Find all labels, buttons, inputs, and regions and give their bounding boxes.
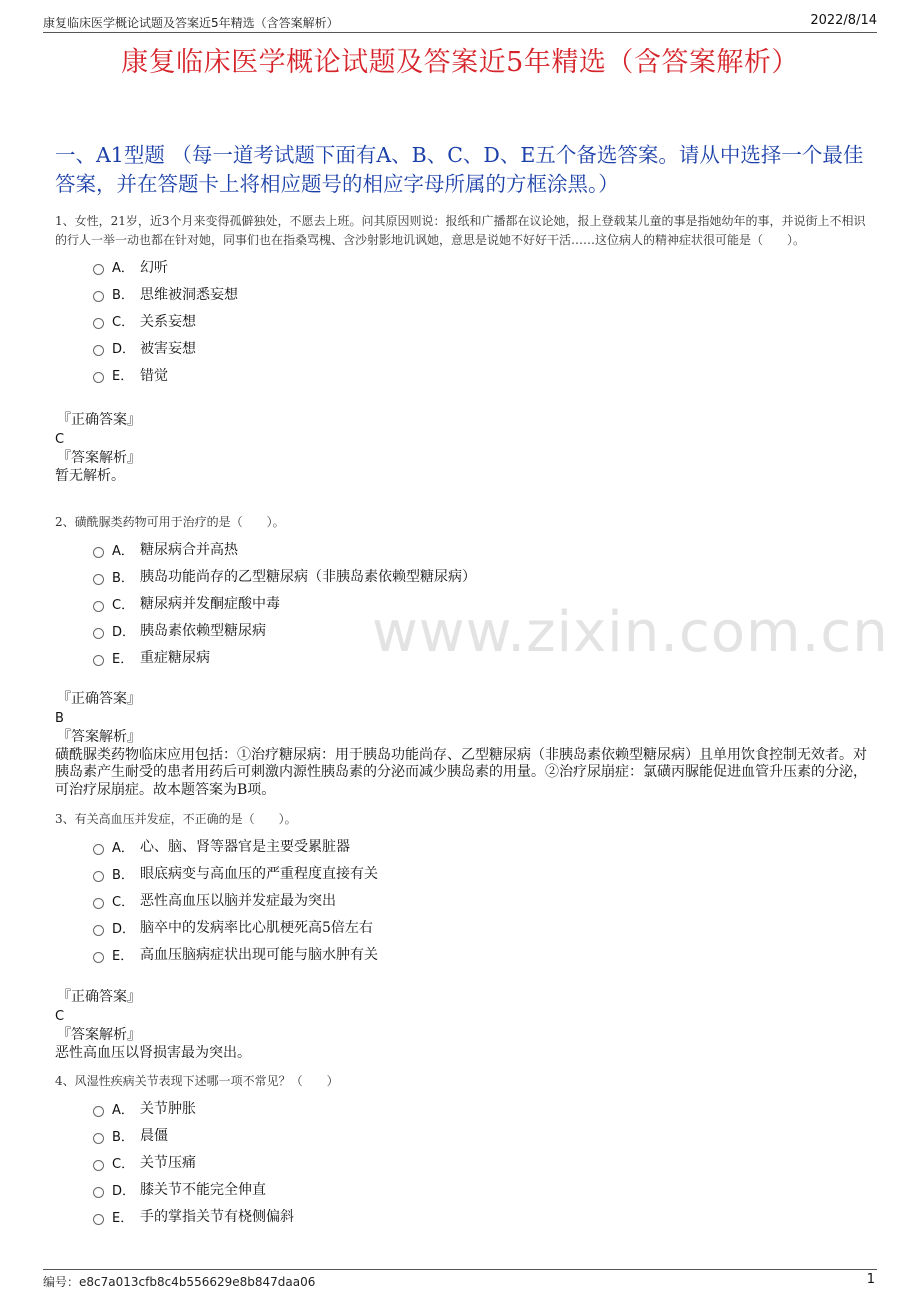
option-text: 胰岛功能尚存的乙型糖尿病（非胰岛素依赖型糖尿病） [140, 569, 476, 585]
option-letter: C． [112, 597, 135, 613]
page-header [43, 12, 877, 33]
option-text: 恶性高血压以脑并发症最为突出 [140, 893, 336, 909]
option-text: 幻听 [140, 259, 168, 276]
analysis-label: 『答案解析』 [57, 1026, 141, 1043]
radio-icon[interactable] [93, 372, 104, 383]
watermark: www.zixin.com.cn [372, 600, 889, 665]
document-title: 康复临床医学概论试题及答案近5年精选（含答案解析） [121, 47, 799, 78]
radio-icon[interactable] [93, 1214, 104, 1225]
option-b[interactable] [93, 1122, 870, 1149]
options-list [93, 253, 870, 388]
radio-icon[interactable] [93, 318, 104, 329]
option-letter: B． [112, 867, 134, 883]
option-a[interactable] [93, 1095, 870, 1122]
radio-icon[interactable] [93, 655, 104, 666]
option-text: 错觉 [140, 367, 168, 384]
correct-answer: C [55, 432, 65, 447]
option-d[interactable] [93, 334, 870, 361]
option-text: 高血压脑病症状出现可能与脑水肿有关 [140, 947, 378, 963]
options-list [93, 1095, 870, 1230]
radio-icon[interactable] [93, 898, 104, 909]
option-letter: E． [112, 1210, 134, 1226]
option-e[interactable] [93, 361, 870, 388]
section-heading: 一、A1型题 （每一道考试题下面有A、B、C、D、E五个备选答案。请从中选择一个最佳答案，并在答题卡上将相应题号的相应字母所属的方框涂黑。） [55, 143, 864, 196]
options-list [93, 833, 870, 968]
option-d[interactable] [93, 914, 870, 941]
analysis-label: 『答案解析』 [57, 450, 141, 466]
option-text: 思维被洞悉妄想 [140, 286, 238, 303]
option-letter: E． [112, 651, 134, 667]
option-letter: D． [112, 624, 136, 640]
radio-icon[interactable] [93, 952, 104, 963]
question-stem: 3、有关高血压并发症，不正确的是（ ）。 [55, 812, 297, 826]
answer-block [55, 411, 870, 486]
radio-icon[interactable] [93, 264, 104, 275]
correct-answer: B [55, 710, 64, 726]
answer-block [55, 690, 870, 800]
question-stem: 1、女性，21岁，近3个月来变得孤僻独处，不愿去上班。问其原因则说：报纸和广播都在议论她，报上登载某儿童的事是指她幼年的事，并说街上不相识的行人一举一动也都在针对她，同事们也在指桑骂槐、含沙射影地讥讽她，意思是说她不好好干活……这位病人的精神症状很可能是（ ）。 [55, 214, 866, 247]
option-text: 脑卒中的发病率比心肌梗死高5倍左右 [140, 920, 373, 936]
option-text: 被害妄想 [140, 340, 196, 357]
option-text: 关节压痛 [140, 1155, 196, 1171]
option-text: 胰岛素依赖型糖尿病 [140, 623, 266, 639]
answer-block [55, 988, 870, 1063]
option-text: 心、脑、肾等器官是主要受累脏器 [140, 839, 350, 855]
option-letter: C． [112, 315, 135, 330]
radio-icon[interactable] [93, 925, 104, 936]
correct-answer-label: 『正确答案』 [57, 412, 141, 428]
question-1 [55, 212, 870, 486]
option-letter: E． [112, 369, 134, 384]
option-e[interactable] [93, 941, 870, 968]
radio-icon[interactable] [93, 574, 104, 585]
radio-icon[interactable] [93, 844, 104, 855]
analysis-text: 磺酰脲类药物临床应用包括：①治疗糖尿病：用于胰岛功能尚存、乙型糖尿病（非胰岛素依赖型糖尿病）且单用饮食控制无效者。对胰岛素产生耐受的患者用药后可刺激内源性胰岛素的分泌而减少胰岛素的用量。②治疗尿崩症：氯磺丙脲能促进血管升压素的分泌，可治疗尿崩症。故本题答案为B项。 [55, 746, 867, 798]
question-stem: 4、风湿性疾病关节表现下述哪一项不常见？（ ） [55, 1074, 339, 1088]
option-letter: A． [112, 1102, 134, 1118]
document-id: 编号：e8c7a013cfb8c4b556629e8b847daa06 [43, 1275, 316, 1289]
option-c[interactable] [93, 887, 870, 914]
page-footer [43, 1269, 877, 1290]
radio-icon[interactable] [93, 871, 104, 882]
option-letter: B． [112, 570, 134, 586]
options-list [93, 536, 870, 671]
option-text: 关系妄想 [140, 313, 196, 330]
option-a[interactable] [93, 833, 870, 860]
option-letter: B． [112, 1129, 134, 1145]
radio-icon[interactable] [93, 345, 104, 356]
option-text: 糖尿病合并高热 [140, 542, 238, 558]
radio-icon[interactable] [93, 601, 104, 612]
radio-icon[interactable] [93, 628, 104, 639]
analysis-label: 『答案解析』 [57, 728, 141, 745]
option-text: 重症糖尿病 [140, 650, 210, 666]
radio-icon[interactable] [93, 1106, 104, 1117]
question-4 [55, 1072, 870, 1230]
option-a[interactable] [93, 536, 870, 563]
option-d[interactable] [93, 617, 870, 644]
option-text: 晨僵 [140, 1128, 168, 1144]
header-date: 2022/8/14 [810, 13, 877, 28]
correct-answer-label: 『正确答案』 [57, 988, 141, 1005]
option-letter: C． [112, 1156, 135, 1172]
radio-icon[interactable] [93, 1133, 104, 1144]
option-text: 关节肿胀 [140, 1101, 196, 1117]
option-text: 眼底病变与高血压的严重程度直接有关 [140, 866, 378, 882]
option-b[interactable] [93, 860, 870, 887]
option-text: 糖尿病并发酮症酸中毒 [140, 596, 280, 612]
option-text: 膝关节不能完全伸直 [140, 1182, 266, 1198]
correct-answer-label: 『正确答案』 [57, 690, 141, 707]
option-b[interactable] [93, 280, 870, 307]
page-number: 1 [866, 1272, 875, 1287]
option-letter: D． [112, 1183, 136, 1199]
question-3 [55, 810, 870, 1062]
radio-icon[interactable] [93, 291, 104, 302]
option-text: 手的掌指关节有桡侧偏斜 [140, 1209, 294, 1225]
question-2 [55, 513, 870, 799]
option-e[interactable] [93, 644, 870, 671]
option-c[interactable] [93, 590, 870, 617]
radio-icon[interactable] [93, 547, 104, 558]
option-d[interactable] [93, 1176, 870, 1203]
analysis-text: 恶性高血压以肾损害最为突出。 [55, 1044, 251, 1061]
question-stem: 2、磺酰脲类药物可用于治疗的是（ ）。 [55, 515, 285, 529]
radio-icon[interactable] [93, 1187, 104, 1198]
option-letter: A． [112, 543, 134, 559]
option-c[interactable] [93, 307, 870, 334]
correct-answer: C [55, 1008, 65, 1024]
option-a[interactable] [93, 253, 870, 280]
radio-icon[interactable] [93, 1160, 104, 1171]
option-letter: B． [112, 288, 134, 303]
option-e[interactable] [93, 1203, 870, 1230]
option-letter: D． [112, 921, 136, 937]
option-letter: A． [112, 261, 134, 276]
analysis-text: 暂无解析。 [55, 468, 125, 484]
header-document-title: 康复临床医学概论试题及答案近5年精选（含答案解析） [43, 16, 339, 30]
option-letter: C． [112, 894, 135, 910]
option-letter: D． [112, 342, 136, 357]
option-letter: A． [112, 840, 134, 856]
option-c[interactable] [93, 1149, 870, 1176]
option-b[interactable] [93, 563, 870, 590]
option-letter: E． [112, 948, 134, 964]
